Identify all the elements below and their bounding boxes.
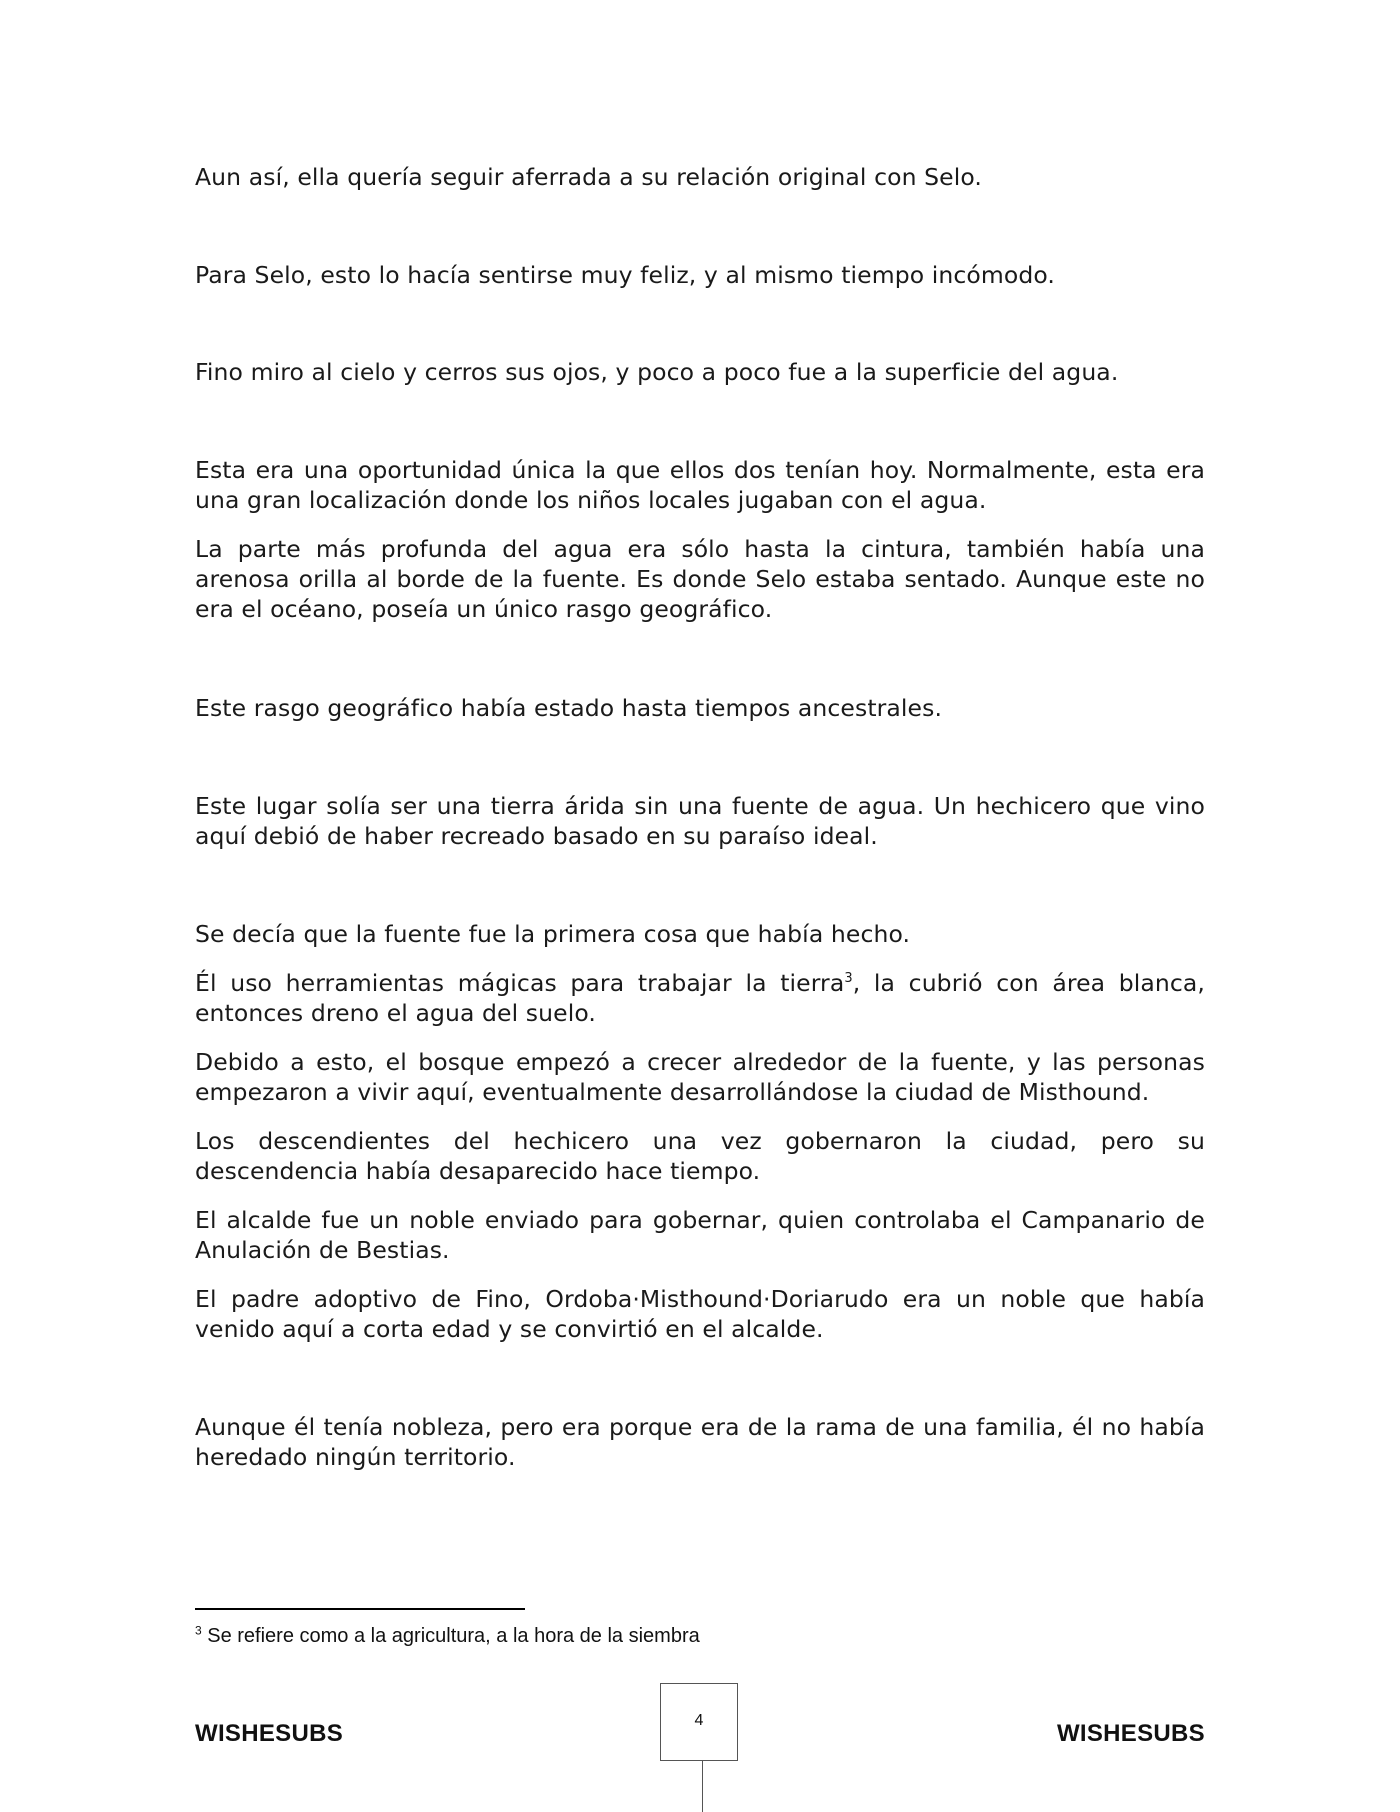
paragraph-12: El alcalde fue un noble enviado para gobernar, quien controlaba el Campanario de Anulación de Bestias. [195,1206,1205,1264]
page-number-stem [702,1761,703,1812]
page-number: 4 [694,1712,704,1729]
paragraph-9-text-after: , la cubrió con área blanca, entonces dreno el agua del suelo. [195,969,1205,1027]
paragraph-14: Aunque él tenía nobleza, pero era porque era de la rama de una familia, él no había heredado ningún territorio. [195,1413,1205,1471]
footnote-divider [195,1608,525,1610]
footnote-number: 3 [195,1623,202,1638]
footer-brand-left: WISHESUBS [195,1720,344,1747]
footnote-text: Se refiere como a la agricultura, a la hora de la siembra [207,1625,700,1647]
paragraph-9-text-before: Él uso herramientas mágicas para trabajar la tierra [195,969,845,997]
paragraph-10: Debido a esto, el bosque empezó a crecer alrededor de la fuente, y las personas empezaron a vivir aquí, eventualmente desarrollándose la ciudad de Misthound. [195,1048,1205,1106]
footnote-reference[interactable]: 3 [844,971,853,987]
paragraph-4: Esta era una oportunidad única la que ellos dos tenían hoy. Normalmente, esta era una gran localización donde los niños locales jugaban con el agua. [195,456,1205,514]
paragraph-11: Los descendientes del hechicero una vez gobernaron la ciudad, pero su descendencia había desaparecido hace tiempo. [195,1127,1205,1185]
paragraph-3: Fino miro al cielo y cerros sus ojos, y poco a poco fue a la superficie del agua. [195,358,1119,386]
footer-brand-right: WISHESUBS [1056,1720,1205,1747]
page-number-box [660,1683,738,1761]
paragraph-13: El padre adoptivo de Fino, Ordoba·Misthound·Doriarudo era un noble que había venido aquí a corta edad y se convirtió en el alcalde. [195,1285,1205,1343]
paragraph-1: Aun así, ella quería seguir aferrada a su relación original con Selo. [195,163,982,191]
footnote [195,1622,700,1650]
paragraph-2: Para Selo, esto lo hacía sentirse muy feliz, y al mismo tiempo incómodo. [195,261,1056,289]
paragraph-9-footnoted [195,968,1205,1028]
paragraph-5: La parte más profunda del agua era sólo hasta la cintura, también había una arenosa orilla al borde de la fuente. Es donde Selo estaba sentado. Aunque este no era el océano, poseía un único rasgo geográfico. [195,535,1205,623]
paragraph-6: Este rasgo geográfico había estado hasta tiempos ancestrales. [195,694,943,722]
paragraph-8: Se decía que la fuente fue la primera cosa que había hecho. [195,920,911,948]
paragraph-7: Este lugar solía ser una tierra árida sin una fuente de agua. Un hechicero que vino aquí debió de haber recreado basado en su paraíso ideal. [195,792,1205,850]
